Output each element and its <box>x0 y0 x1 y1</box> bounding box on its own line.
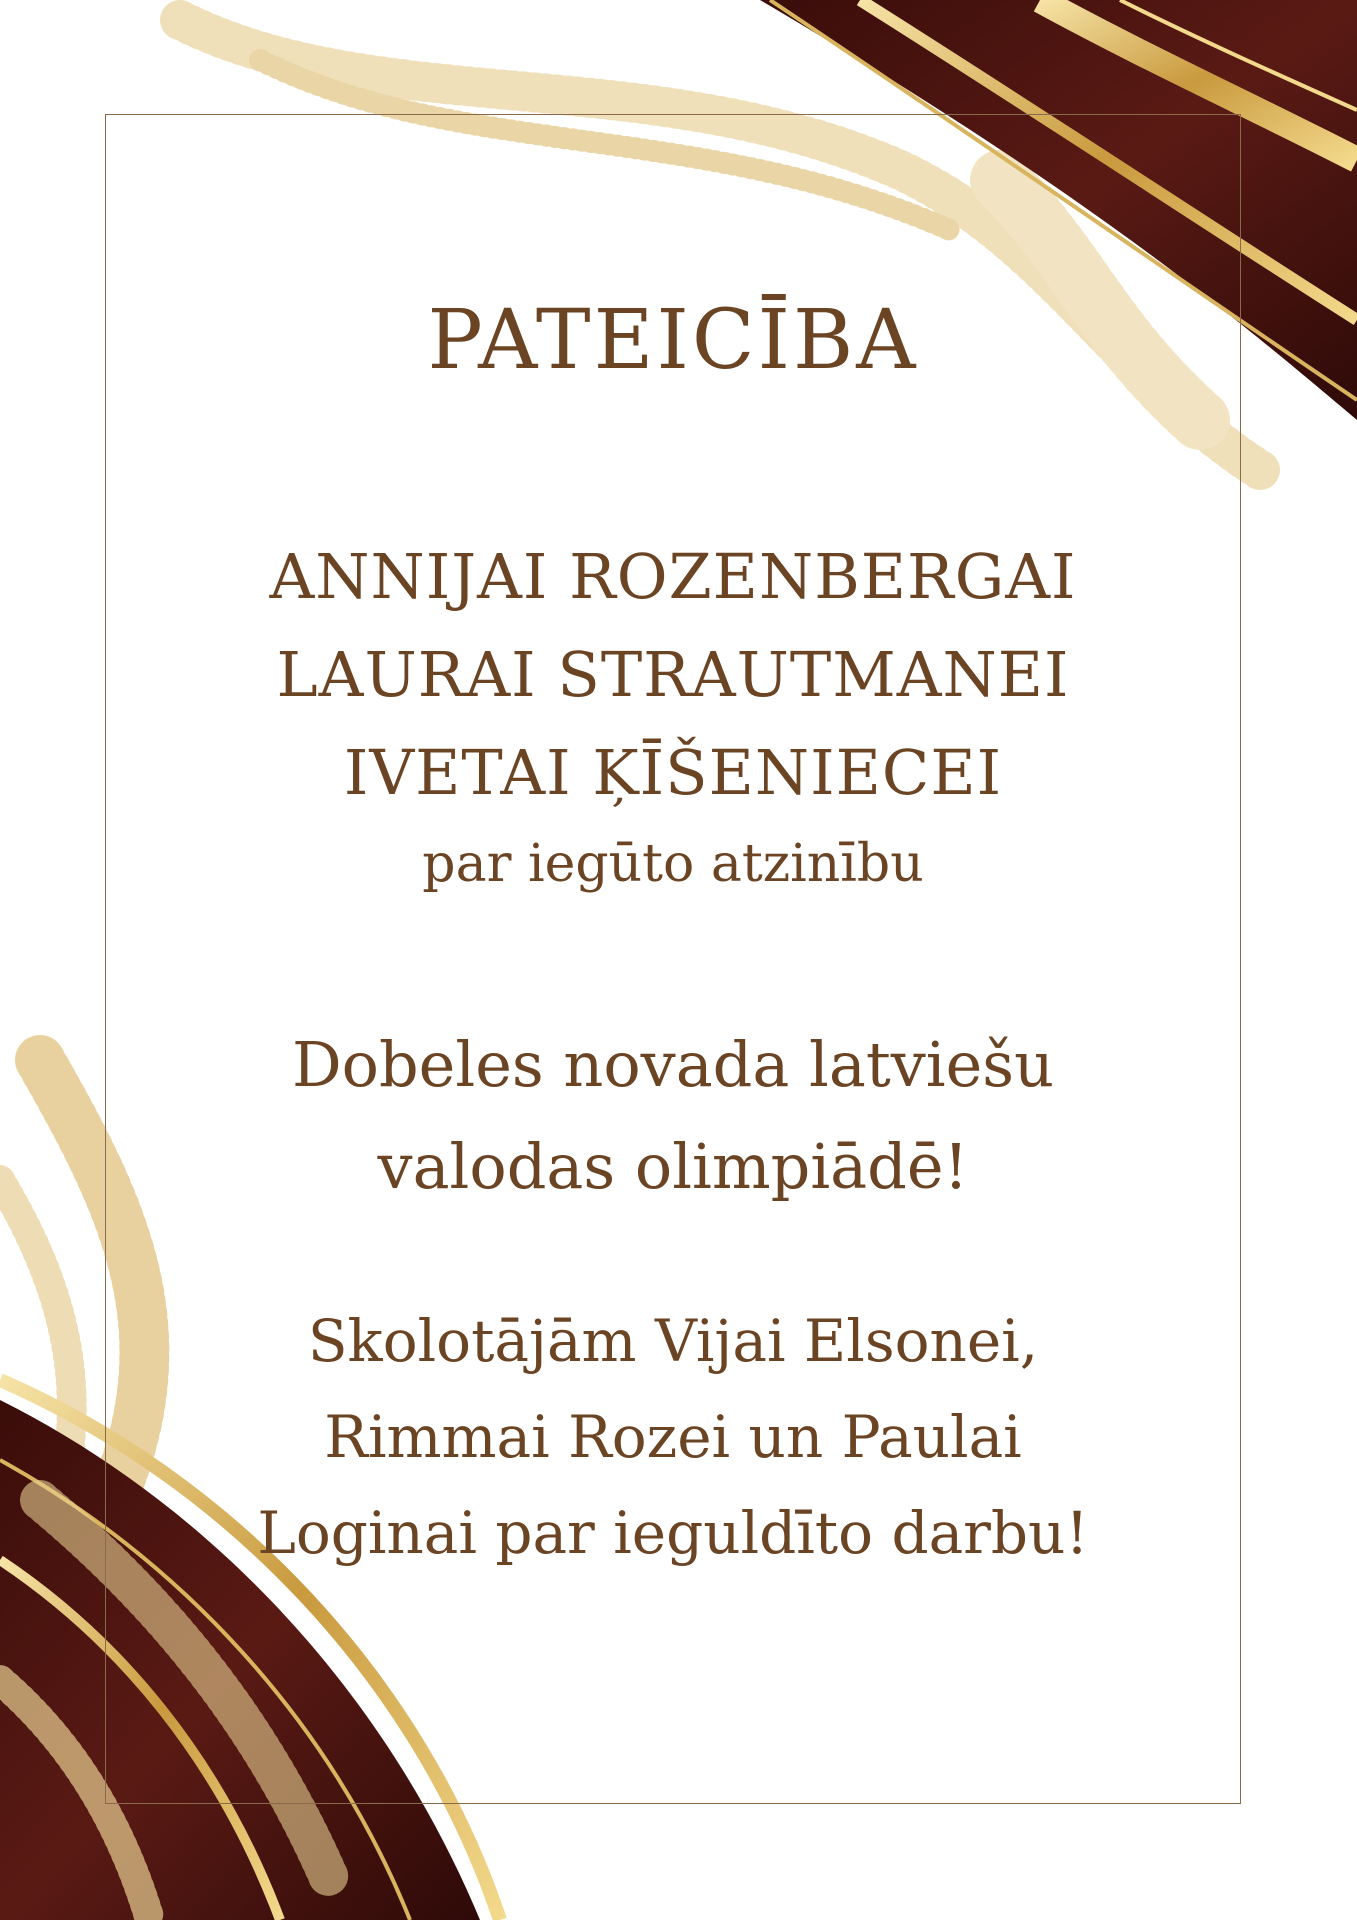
recipient-name: ANNIJAI ROZENBERGAI <box>269 540 1077 613</box>
teacher-line: Rimmai Rozei un Paulai <box>324 1403 1022 1471</box>
teacher-line: Skolotājām Vijai Elsonei, <box>307 1307 1039 1375</box>
recipient-name: IVETAI ĶĪŠENIECEI <box>343 736 1003 809</box>
recipient-name: LAURAI STRAUTMANEI <box>276 638 1070 711</box>
event-line: Dobeles novada latviešu <box>291 1028 1055 1101</box>
award-reason: par iegūto atzinību <box>422 834 924 894</box>
teacher-line: Loginai par ieguldīto darbu! <box>257 1499 1089 1567</box>
certificate-content <box>105 114 1241 1804</box>
event-line: valodas olimpiādē! <box>377 1130 969 1203</box>
certificate-title: PATEICĪBA <box>427 293 919 388</box>
